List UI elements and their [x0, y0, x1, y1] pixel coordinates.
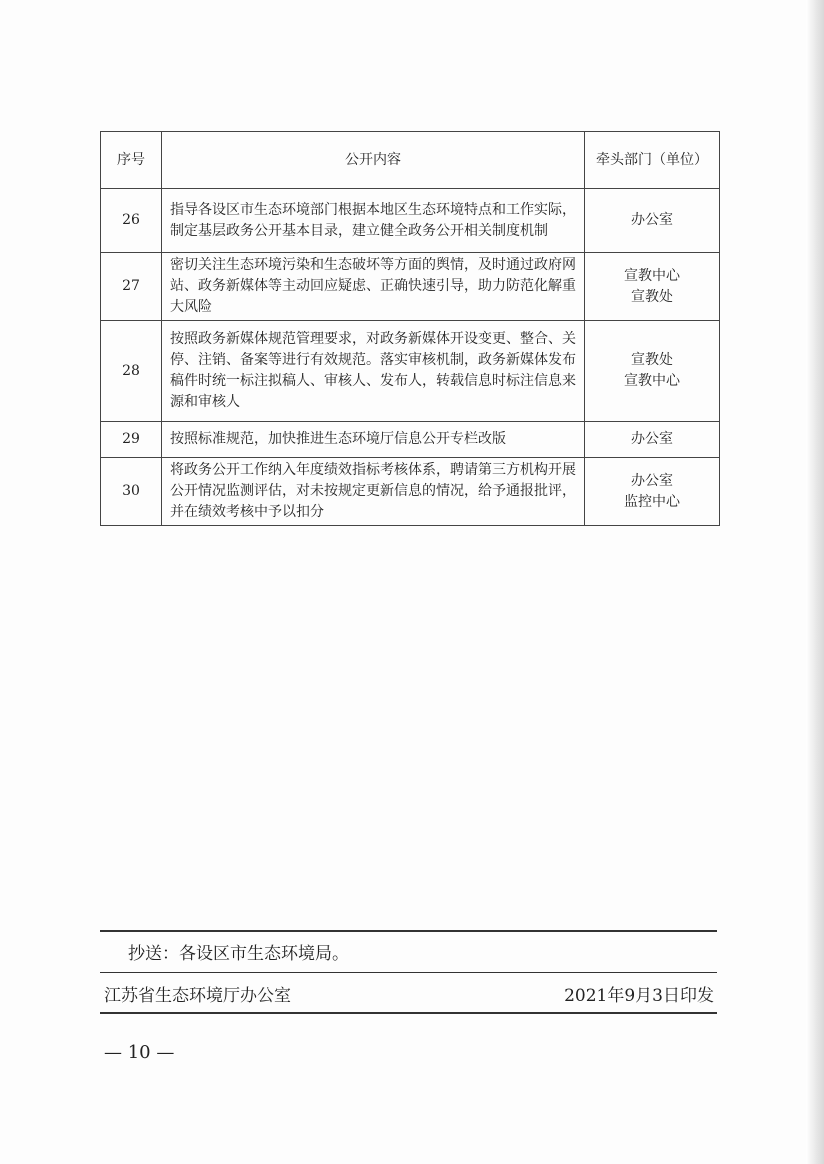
department-name: 办公室 [631, 212, 673, 228]
issuer: 江苏省生态环境厅办公室 [104, 986, 291, 1006]
row-number: 26 [101, 189, 162, 253]
disclosure-table [100, 131, 720, 526]
department-name: 监控中心 [624, 493, 680, 510]
row-number: 28 [101, 321, 162, 422]
row-content: 按照标准规范，加快推进生态环境厅信息公开专栏改版 [162, 422, 585, 458]
department-name: 宣教中心 [624, 373, 680, 389]
department-name: 办公室 [631, 472, 673, 489]
table-row [101, 189, 720, 253]
issue-date: 2021年9月3日印发 [564, 986, 714, 1006]
footer-rule-bottom [100, 1012, 717, 1014]
row-department [585, 458, 720, 526]
scan-edge-shadow [806, 0, 824, 1164]
row-content: 指导各设区市生态环境部门根据本地区生态环境特点和工作实际，制定基层政务公开基本目录，建立健全政务公开相关制度机制 [162, 189, 585, 253]
table-row [101, 458, 720, 526]
row-content: 密切关注生态环境污染和生态破坏等方面的舆情，及时通过政府网站、政务新媒体等主动回应疑虑、正确快速引导，助力防范化解重大风险 [162, 253, 585, 321]
table-row [101, 321, 720, 422]
page-number: — 10 — [104, 1042, 175, 1063]
table-row [101, 422, 720, 458]
row-number: 27 [101, 253, 162, 321]
row-department [585, 422, 720, 458]
table-row [101, 253, 720, 321]
footer-rule-middle [100, 972, 717, 973]
department-name: 宣教处 [631, 352, 673, 368]
row-number: 29 [101, 422, 162, 458]
footer-rule-top [100, 930, 717, 932]
row-content: 按照政务新媒体规范管理要求，对政务新媒体开设变更、整合、关停、注销、备案等进行有效规范。落实审核机制，政务新媒体发布稿件时统一标注拟稿人、审核人、发布人，转载信息时标注信息来源和审核人 [162, 321, 585, 422]
row-number: 30 [101, 458, 162, 526]
department-name: 宣教中心 [624, 267, 680, 284]
header-content: 公开内容 [162, 132, 585, 189]
cc-line: 抄送：各设区市生态环境局。 [128, 944, 349, 964]
header-number: 序号 [101, 132, 162, 189]
header-department: 牵头部门（单位） [585, 132, 720, 189]
row-department [585, 189, 720, 253]
department-name: 宣教处 [631, 288, 673, 305]
department-name: 办公室 [631, 431, 673, 447]
row-content: 将政务公开工作纳入年度绩效指标考核体系，聘请第三方机构开展公开情况监测评估，对未按规定更新信息的情况，给予通报批评，并在绩效考核中予以扣分 [162, 458, 585, 526]
row-department [585, 253, 720, 321]
row-department [585, 321, 720, 422]
